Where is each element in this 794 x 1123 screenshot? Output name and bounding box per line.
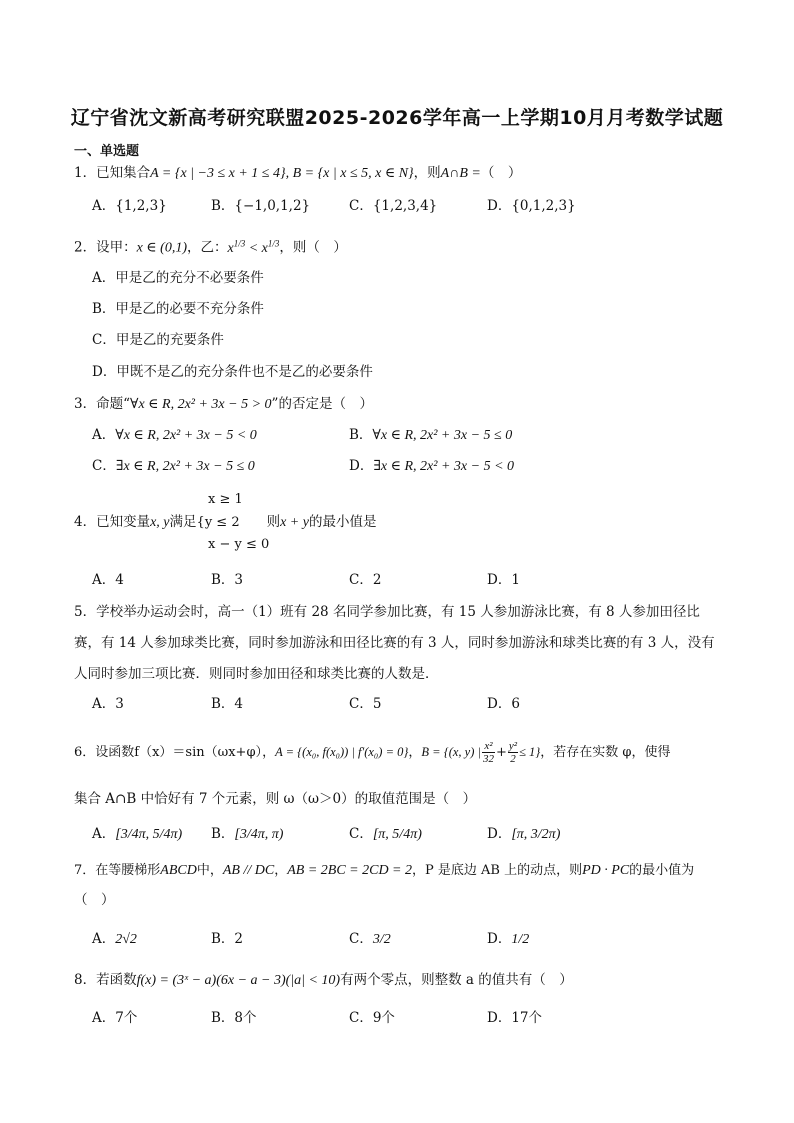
q6-option-a[interactable]: A．[3/4π, 5/4π) [92, 826, 183, 842]
q3-expression: ∀x ∈ R, 2x² + 3x − 5 > 0 [130, 397, 272, 412]
q8-option-d[interactable]: D．17个 [487, 1010, 543, 1026]
q7-post: 的最小值为 [629, 863, 695, 878]
q8-function: f(x) = (3ˣ − a)(6x − a − 3)(|a| < 10) [136, 973, 341, 988]
q2-condition-b: $x^{1/3} < x^{1/3}$ [227, 238, 280, 256]
q7-condition-1: AB // DC [222, 863, 275, 878]
q4-vars: x, y [150, 515, 170, 530]
q7-line-2: （ ） [74, 892, 115, 908]
q8-post: 有两个零点，则整数 a 的值共有（ ） [340, 972, 573, 988]
question-2 [74, 233, 347, 259]
q1-option-a[interactable]: A．{1,2,3} [92, 198, 167, 214]
q8-option-a[interactable]: A．7个 [92, 1010, 138, 1026]
q2-option-c[interactable]: C．甲是乙的充要条件 [92, 332, 224, 348]
question-8 [74, 970, 573, 991]
q3-prefix: 3．命题“ [74, 396, 130, 412]
q7-option-c[interactable]: C．3/2 [349, 931, 391, 947]
q4-prefix: 4．已知变量 [74, 514, 151, 530]
q8-option-b[interactable]: B．8个 [211, 1010, 257, 1026]
q6-prefix: 6．设函数 [74, 745, 135, 760]
q5-option-d[interactable]: D．6 [487, 696, 520, 712]
section-heading: 一、单选题 [74, 144, 140, 159]
q3-option-b[interactable]: B．∀x ∈ R, 2x² + 3x − 5 ≤ 0 [349, 427, 513, 443]
question-6: 6．设函数f（x）＝sin（ωx+φ），A = {(x₀, f(x₀)) | f′(x₀) = 0}，B = {(x, y) | $\frac{\text{x²}}{32}$ + $\frac{\text{y²}}{2}$ ≤ 1}，若存在实数 φ，使得 [74, 740, 671, 765]
q4-mid: 满足 [169, 514, 197, 530]
q1-option-d[interactable]: D．{0,1,2,3} [487, 198, 576, 214]
q1-option-b[interactable]: B．{−1,0,1,2} [211, 198, 311, 214]
question-1 [74, 163, 521, 184]
q4-system-line-3: x − y ≤ 0 [208, 537, 270, 552]
q4-option-a[interactable]: A．4 [92, 572, 124, 588]
question-5: 5．学校举办运动会时，高一（1）班有 28 名同学参加比赛，有 15 人参加游泳比赛，有 8 人参加田径比赛，有 14 人参加球类比赛，同时参加游泳和田径比赛的有 3 人，同时参加游泳和球类比赛的有 3 人，没有人同时参加三项比赛．则同时参加田径和球类比赛的人数是． [74, 604, 715, 682]
q3-option-a[interactable]: A．∀x ∈ R, 2x² + 3x − 5 < 0 [92, 427, 257, 443]
q2-prefix: 2．设甲： [74, 239, 137, 256]
q6-post: ，若存在实数 φ，使得 [540, 745, 671, 760]
q6-option-c[interactable]: C．[π, 5/4π) [349, 826, 422, 842]
q4-post: 的最小值是 [308, 514, 377, 530]
q7-prefix: 7．在等腰梯形 [74, 863, 161, 878]
q1-tail: （ ） [480, 165, 522, 181]
q8-option-c[interactable]: C．9个 [349, 1010, 395, 1026]
q6-function: f（x）＝sin（ωx+φ） [134, 745, 263, 760]
q6-set-a: A = {(x₀, f(x₀)) | f′(x₀) = 0} [275, 745, 409, 759]
q6-option-d[interactable]: D．[π, 3/2π) [487, 826, 561, 842]
q7-condition-2: AB = 2BC = 2CD = 2 [287, 863, 413, 878]
q3-option-d[interactable]: D．∃x ∈ R, 2x² + 3x − 5 < 0 [349, 458, 515, 474]
q4-option-b[interactable]: B．3 [211, 572, 244, 588]
q7-expression: PD · PC [582, 863, 630, 878]
q1-post: ，则 [413, 165, 441, 181]
q6-option-b[interactable]: B．[3/4π, π) [211, 826, 284, 842]
q2-mid: ，乙： [187, 239, 228, 256]
q5-option-c[interactable]: C．5 [349, 696, 382, 712]
q8-prefix: 8．若函数 [74, 972, 137, 988]
q4-system-line-2: y ≤ 2 [204, 515, 240, 530]
question-4: 4．已知变量x, y满足{y ≤ 2 则x + y的最小值是 [74, 514, 377, 530]
q1-option-c[interactable]: C．{1,2,3,4} [349, 198, 438, 214]
q7-shape: ABCD [160, 863, 197, 878]
q7-option-d[interactable]: D．1/2 [487, 931, 530, 947]
q7-option-a[interactable]: A．2√2 [92, 931, 137, 947]
q6-line-2: 集合 A∩B 中恰好有 7 个元素，则 ω（ω＞0）的取值范围是（ ） [74, 791, 477, 807]
q4-system-line-1: x ≥ 1 [208, 492, 243, 507]
q3-option-c[interactable]: C．∃x ∈ R, 2x² + 3x − 5 ≤ 0 [92, 458, 255, 474]
q2-option-b[interactable]: B．甲是乙的必要不充分条件 [92, 301, 264, 317]
q6-set-b-pre: B = {(x, y) | [421, 745, 481, 759]
q4-option-c[interactable]: C．2 [349, 572, 382, 588]
q2-post: ，则（ ） [279, 239, 347, 256]
page-title: 辽宁省沈文新高考研究联盟2025-2026学年高一上学期10月月考数学试题 [70, 107, 724, 129]
q2-option-a[interactable]: A．甲是乙的充分不必要条件 [92, 270, 264, 286]
q4-expression: x + y [280, 515, 309, 530]
q1-prefix: 1．已知集合 [74, 165, 151, 181]
q1-sets: A = {x | −3 ≤ x + 1 ≤ 4}, B = {x | x ≤ 5, x ∈ N} [150, 166, 414, 181]
question-3 [74, 394, 373, 415]
q5-option-b[interactable]: B．4 [211, 696, 244, 712]
q7-option-b[interactable]: B．2 [211, 931, 244, 947]
q4-option-d[interactable]: D．1 [487, 572, 520, 588]
q1-expression: A∩B = [440, 166, 481, 181]
q2-condition-a: x ∈ (0,1) [136, 240, 187, 256]
q2-option-d[interactable]: D．甲既不是乙的充分条件也不是乙的必要条件 [92, 364, 373, 380]
q6-set-b-post: ≤ 1} [519, 745, 541, 759]
q3-post: ”的否定是（ ） [271, 396, 373, 412]
q5-option-a[interactable]: A．3 [92, 696, 124, 712]
question-7: 7．在等腰梯形ABCD中，AB // DC，AB = 2BC = 2CD = 2，P 是底边 AB 上的动点，则PD · PC的最小值为 [74, 863, 695, 878]
q4-then: 则 [266, 514, 281, 530]
